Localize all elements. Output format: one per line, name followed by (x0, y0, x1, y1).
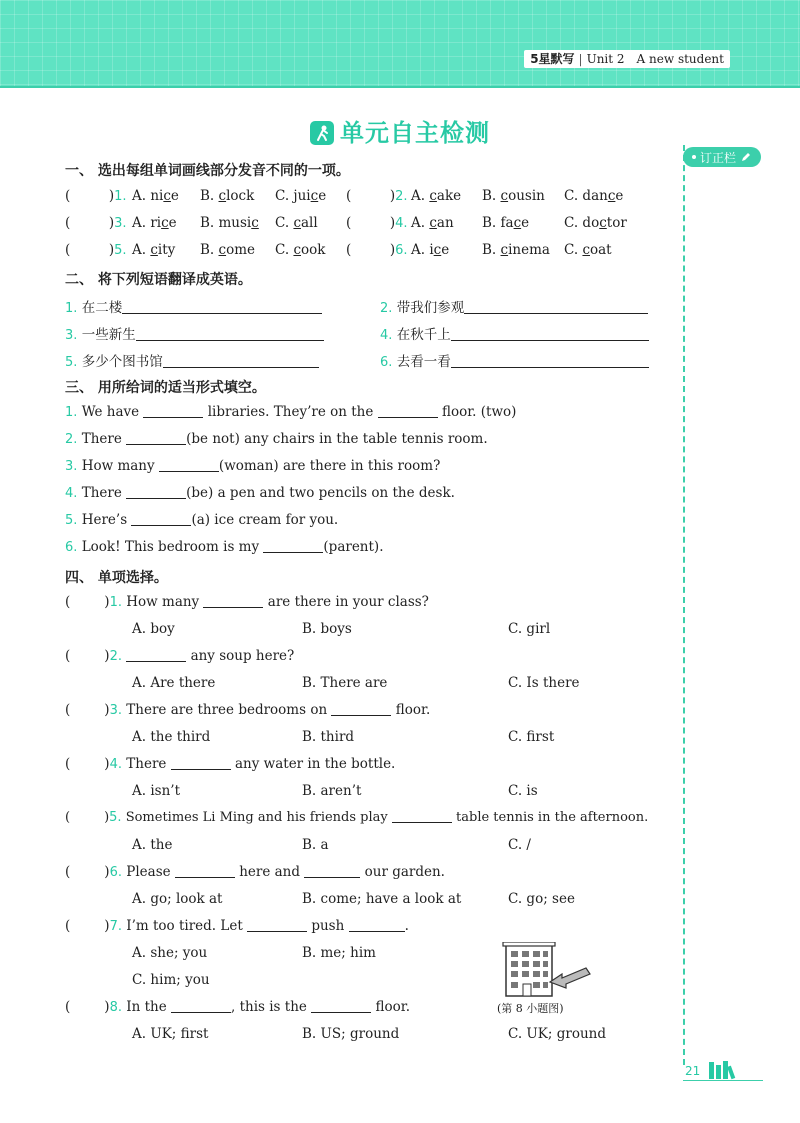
sentence-part: (woman) are there in this room? (218, 458, 441, 474)
item-number: 5. (65, 355, 78, 370)
question-part: our garden. (364, 864, 445, 880)
option-b: B. come (200, 242, 255, 258)
option-a: A. city (132, 242, 176, 258)
option-b[interactable]: B. me; him (302, 945, 376, 961)
header-tag (524, 50, 730, 68)
question-part: table tennis in the afternoon. (456, 810, 649, 825)
answer-blank[interactable] (203, 595, 263, 608)
option-c[interactable]: C. him; you (132, 972, 210, 988)
answer-paren-open[interactable]: ( (65, 594, 71, 610)
section4-title: 四、 单项选择。 (65, 570, 168, 586)
answer-paren-open[interactable]: ( (346, 188, 352, 204)
item-number: 6. (395, 243, 408, 258)
option-b[interactable]: B. third (302, 729, 355, 745)
answer-paren-close: ) (108, 215, 115, 231)
answer-blank[interactable] (131, 513, 191, 526)
option-a[interactable]: A. the third (132, 729, 211, 745)
list-item (380, 323, 649, 343)
unit-label: Unit 2 (586, 52, 625, 66)
item-number: 6. (380, 355, 393, 370)
answer-paren-close: ) (108, 188, 115, 204)
answer-blank[interactable] (171, 757, 231, 770)
list-item (65, 188, 127, 204)
option-b: B. cinema (482, 242, 550, 258)
question-part: , this is the (231, 999, 307, 1015)
sentence-part: libraries. They’re on the (207, 404, 374, 420)
list-item (65, 648, 294, 664)
sentence-part: (be not) any chairs in the table tennis room. (186, 431, 488, 447)
runner-icon (310, 121, 334, 145)
answer-blank[interactable] (451, 328, 649, 341)
correction-column (683, 145, 767, 1065)
answer-blank[interactable] (126, 432, 186, 445)
option-c: C. cook (275, 242, 326, 258)
option-b: B. cousin (482, 188, 545, 204)
sentence-part: How many (81, 458, 155, 474)
item-number: 4. (109, 757, 122, 772)
sentence-part: There (81, 431, 122, 447)
dot-icon (692, 155, 696, 159)
item-number: 3. (65, 459, 78, 474)
answer-paren-open[interactable]: ( (65, 999, 71, 1015)
correction-label: 订正栏 (699, 150, 736, 165)
question-part: floor. (395, 702, 431, 718)
answer-paren-close: ) (389, 215, 396, 231)
option-c: C. call (275, 215, 318, 231)
section1-title: 一、 选出每组单词画线部分发音不同的一项。 (65, 163, 350, 179)
answer-paren-close: ) (104, 648, 110, 664)
question-part: In the (126, 999, 167, 1015)
option-b: B. face (482, 215, 530, 231)
answer-blank[interactable] (331, 703, 391, 716)
list-item (65, 810, 648, 825)
answer-paren-open[interactable]: ( (65, 918, 71, 934)
answer-paren-close: ) (104, 756, 110, 772)
item-number: 1. (65, 405, 78, 420)
option-a[interactable]: A. she; you (132, 945, 208, 961)
answer-paren-close: ) (104, 702, 110, 718)
sentence-part: We have (81, 404, 140, 420)
option-a[interactable]: A. go; look at (132, 891, 223, 907)
answer-blank[interactable] (464, 301, 648, 314)
books-icon (708, 1060, 738, 1080)
list-item (65, 404, 516, 420)
answer-blank[interactable] (126, 649, 186, 662)
option-b[interactable]: B. boys (302, 621, 352, 637)
phrase: 多少个图书馆 (81, 354, 163, 370)
answer-blank[interactable] (247, 919, 307, 932)
answer-paren-open[interactable]: ( (65, 188, 71, 204)
option-b[interactable]: B. a (302, 837, 329, 853)
list-item (65, 350, 319, 370)
question-part: any water in the bottle. (235, 756, 396, 772)
footer-line (683, 1080, 763, 1081)
option-a[interactable]: A. Are there (132, 675, 216, 691)
option-a: A. nice (132, 188, 179, 204)
phrase: 在二楼 (81, 300, 123, 316)
phrase: 一些新生 (81, 327, 136, 343)
page-number: 21 (685, 1064, 701, 1078)
item-number: 3. (109, 703, 122, 718)
answer-paren-close: ) (104, 594, 110, 610)
question-part: Sometimes Li Ming and his friends play (125, 810, 388, 825)
list-item (380, 350, 649, 370)
item-number: 2. (109, 649, 122, 664)
answer-paren-close: ) (104, 810, 110, 825)
list-item (65, 215, 127, 231)
item-number: 8. (109, 1000, 122, 1015)
item-number: 7. (109, 919, 122, 934)
option-c[interactable]: C. girl (508, 621, 551, 637)
answer-blank[interactable] (349, 919, 405, 932)
list-item (65, 756, 395, 772)
answer-blank[interactable] (159, 459, 219, 472)
answer-paren-close: ) (104, 918, 110, 934)
option-c[interactable]: C. is (508, 783, 538, 799)
answer-blank[interactable] (143, 405, 203, 418)
item-number: 2. (380, 301, 393, 316)
list-item (65, 458, 440, 474)
option-a[interactable]: A. the (132, 837, 173, 853)
question-part: Please (126, 864, 171, 880)
option-b: B. music (200, 215, 259, 231)
option-c: C. dance (564, 188, 624, 204)
question-part: any soup here? (190, 648, 295, 664)
item-number: 2. (65, 432, 78, 447)
list-item (65, 918, 409, 934)
option-b: B. clock (200, 188, 255, 204)
item-number: 5. (109, 810, 122, 825)
list-item (65, 512, 338, 528)
question-part: push (311, 918, 345, 934)
list-item (346, 242, 408, 258)
answer-paren-open[interactable]: ( (65, 242, 71, 258)
phrase: 去看一看 (396, 354, 451, 370)
list-item (65, 242, 127, 258)
option-c[interactable]: C. Is there (508, 675, 580, 691)
list-item (65, 864, 445, 880)
series-label: 5星默写 (530, 52, 575, 66)
topic-label: A new student (636, 52, 724, 66)
list-item (346, 215, 408, 231)
answer-paren-open[interactable]: ( (65, 215, 71, 231)
option-b[interactable]: B. come; have a look at (302, 891, 462, 907)
answer-paren-open[interactable]: ( (346, 215, 352, 231)
list-item (65, 702, 430, 718)
item-number: 1. (114, 189, 127, 204)
answer-blank[interactable] (163, 355, 319, 368)
section3-title: 三、 用所给词的适当形式填空。 (65, 380, 266, 396)
option-a: A. rice (132, 215, 177, 231)
answer-blank[interactable] (175, 865, 235, 878)
sentence-part: There (81, 485, 122, 501)
section2-title: 二、 将下列短语翻译成英语。 (65, 272, 252, 288)
answer-paren-close: ) (108, 242, 115, 258)
header-band (0, 0, 800, 88)
list-item (65, 431, 488, 447)
option-b[interactable]: B. US; ground (302, 1026, 400, 1042)
answer-paren-open[interactable]: ( (346, 242, 352, 258)
list-item (65, 594, 429, 610)
sentence-part: Here’s (81, 512, 128, 528)
answer-paren-open[interactable]: ( (65, 864, 71, 880)
list-item (65, 296, 322, 316)
item-number: 5. (65, 513, 78, 528)
item-number: 1. (109, 595, 122, 610)
option-c: C. coat (564, 242, 612, 258)
question-part: There are three bedrooms on (126, 702, 328, 718)
question-part: are there in your class? (267, 594, 429, 610)
answer-blank[interactable] (304, 865, 360, 878)
answer-blank[interactable] (122, 301, 322, 314)
list-item (65, 999, 410, 1015)
answer-blank[interactable] (378, 405, 438, 418)
answer-paren-close: ) (389, 188, 396, 204)
sentence-part: (parent). (323, 539, 384, 555)
answer-blank[interactable] (126, 486, 186, 499)
option-a: A. cake (411, 188, 462, 204)
option-a[interactable]: A. UK; first (132, 1026, 209, 1042)
page-title (0, 113, 800, 148)
list-item (380, 296, 648, 316)
answer-blank[interactable] (392, 810, 452, 823)
phrase: 在秋千上 (396, 327, 451, 343)
answer-blank[interactable] (451, 355, 649, 368)
correction-tag (683, 147, 761, 167)
item-number: 6. (65, 540, 78, 555)
answer-paren-open[interactable]: ( (65, 648, 71, 664)
item-number: 6. (109, 865, 122, 880)
option-c[interactable]: C. / (508, 837, 531, 853)
sentence-part: (be) a pen and two pencils on the desk. (186, 485, 455, 501)
answer-blank[interactable] (263, 540, 323, 553)
item-number: 4. (395, 216, 408, 231)
question-part: floor. (375, 999, 411, 1015)
building-figure (500, 942, 596, 998)
option-c[interactable]: C. UK; ground (508, 1026, 606, 1042)
list-item (65, 539, 383, 555)
option-c: C. doctor (564, 215, 627, 231)
sentence-part: Look! This bedroom is my (81, 539, 260, 555)
option-a[interactable]: A. boy (132, 621, 175, 637)
item-number: 1. (65, 301, 78, 316)
answer-paren-close: ) (104, 999, 110, 1015)
item-number: 2. (395, 189, 408, 204)
list-item (346, 188, 408, 204)
option-a: A. can (411, 215, 454, 231)
answer-paren-open[interactable]: ( (65, 810, 71, 825)
page-title-text: 单元自主检测 (340, 119, 490, 147)
question-part: There (126, 756, 167, 772)
option-b[interactable]: B. There are (302, 675, 388, 691)
answer-paren-open[interactable]: ( (65, 756, 71, 772)
question-part: here and (239, 864, 301, 880)
answer-blank[interactable] (171, 1000, 231, 1013)
sentence-part: (a) ice cream for you. (191, 512, 339, 528)
answer-blank[interactable] (136, 328, 324, 341)
item-number: 4. (65, 486, 78, 501)
answer-paren-open[interactable]: ( (65, 702, 71, 718)
answer-paren-close: ) (389, 242, 396, 258)
item-number: 3. (114, 216, 127, 231)
item-number: 3. (65, 328, 78, 343)
option-c: C. juice (275, 188, 327, 204)
option-a: A. ice (411, 242, 450, 258)
phrase: 带我们参观 (396, 300, 465, 316)
sentence-part: floor. (two) (441, 404, 517, 420)
answer-blank[interactable] (311, 1000, 371, 1013)
pencil-icon (740, 151, 752, 163)
list-item (65, 485, 455, 501)
option-b[interactable]: B. aren’t (302, 783, 362, 799)
question-part: I’m too tired. Let (126, 918, 243, 934)
question-part: . (404, 918, 409, 934)
answer-paren-close: ) (104, 864, 110, 880)
item-number: 5. (114, 243, 127, 258)
option-a[interactable]: A. isn’t (132, 783, 180, 799)
question-part: How many (126, 594, 200, 610)
option-c[interactable]: C. go; see (508, 891, 575, 907)
header-separator: | (578, 52, 583, 66)
list-item (65, 323, 324, 343)
option-c[interactable]: C. first (508, 729, 555, 745)
item-number: 4. (380, 328, 393, 343)
figure-caption: (第 8 小题图) (497, 1002, 564, 1015)
